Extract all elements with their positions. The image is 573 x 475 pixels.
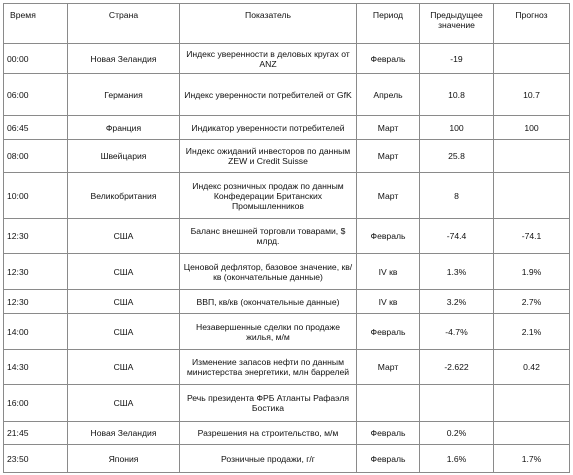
cell-period: Февраль [357, 445, 420, 473]
table-row [4, 254, 570, 290]
cell-time: 10:00 [4, 173, 68, 219]
cell-previous: 1.6% [420, 445, 494, 473]
table-row [4, 116, 570, 140]
cell-forecast [494, 44, 570, 74]
cell-indicator: ВВП, кв/кв (окончательные данные) [180, 290, 357, 314]
cell-indicator: Индекс уверенности в деловых кругах от ANZ [180, 44, 357, 74]
table-row [4, 445, 570, 473]
cell-time: 08:00 [4, 140, 68, 173]
cell-time: 12:30 [4, 254, 68, 290]
cell-time: 14:00 [4, 314, 68, 350]
cell-period: Март [357, 116, 420, 140]
cell-forecast [494, 140, 570, 173]
cell-period: Апрель [357, 74, 420, 116]
cell-previous: 25.8 [420, 140, 494, 173]
header-time: Время [4, 4, 68, 44]
cell-period: IV кв [357, 254, 420, 290]
cell-country: Япония [68, 445, 180, 473]
cell-country: США [68, 219, 180, 254]
table-row [4, 44, 570, 74]
cell-time: 16:00 [4, 385, 68, 422]
cell-country: Новая Зеландия [68, 422, 180, 445]
header-previous: Предыдущее значение [420, 4, 494, 44]
header-forecast: Прогноз [494, 4, 570, 44]
table-row [4, 140, 570, 173]
table-row [4, 350, 570, 385]
cell-previous: -2.622 [420, 350, 494, 385]
cell-country: США [68, 385, 180, 422]
table-row [4, 290, 570, 314]
table-header-row [4, 4, 570, 44]
cell-forecast: 100 [494, 116, 570, 140]
cell-indicator: Речь президента ФРБ Атланты Рафаэля Бостика [180, 385, 357, 422]
cell-country: Швейцария [68, 140, 180, 173]
header-indicator: Показатель [180, 4, 357, 44]
cell-period: Март [357, 173, 420, 219]
cell-forecast: 0.42 [494, 350, 570, 385]
cell-forecast: 1.7% [494, 445, 570, 473]
cell-country: США [68, 350, 180, 385]
cell-indicator: Индикатор уверенности потребителей [180, 116, 357, 140]
cell-period: Февраль [357, 314, 420, 350]
header-period: Период [357, 4, 420, 44]
table-row [4, 173, 570, 219]
cell-forecast [494, 173, 570, 219]
cell-forecast: 2.7% [494, 290, 570, 314]
table-row [4, 314, 570, 350]
cell-previous: -74.4 [420, 219, 494, 254]
table-row [4, 422, 570, 445]
cell-forecast [494, 385, 570, 422]
cell-previous: 3.2% [420, 290, 494, 314]
cell-forecast: 1.9% [494, 254, 570, 290]
cell-indicator: Разрешения на строительство, м/м [180, 422, 357, 445]
cell-period: Февраль [357, 219, 420, 254]
table-row [4, 385, 570, 422]
cell-time: 00:00 [4, 44, 68, 74]
table-row [4, 219, 570, 254]
cell-time: 12:30 [4, 290, 68, 314]
cell-period: Март [357, 140, 420, 173]
cell-country: Франция [68, 116, 180, 140]
cell-indicator: Индекс розничных продаж по данным Конфедерации Британских Промышленников [180, 173, 357, 219]
cell-country: Новая Зеландия [68, 44, 180, 74]
economic-calendar-table [3, 3, 570, 473]
cell-country: Великобритания [68, 173, 180, 219]
cell-forecast: -74.1 [494, 219, 570, 254]
cell-indicator: Розничные продажи, г/г [180, 445, 357, 473]
cell-time: 14:30 [4, 350, 68, 385]
cell-period: Февраль [357, 44, 420, 74]
header-country: Страна [68, 4, 180, 44]
cell-time: 06:45 [4, 116, 68, 140]
cell-previous: 10.8 [420, 74, 494, 116]
cell-forecast: 10.7 [494, 74, 570, 116]
cell-forecast [494, 422, 570, 445]
cell-period: Март [357, 350, 420, 385]
cell-indicator: Ценовой дефлятор, базовое значение, кв/кв (окончательные данные) [180, 254, 357, 290]
cell-period [357, 385, 420, 422]
cell-country: Германия [68, 74, 180, 116]
cell-previous: 0.2% [420, 422, 494, 445]
cell-previous [420, 385, 494, 422]
table-row [4, 74, 570, 116]
cell-indicator: Индекс ожиданий инвесторов по данным ZEW и Credit Suisse [180, 140, 357, 173]
cell-time: 06:00 [4, 74, 68, 116]
cell-time: 21:45 [4, 422, 68, 445]
cell-indicator: Индекс уверенности потребителей от GfK [180, 74, 357, 116]
cell-forecast: 2.1% [494, 314, 570, 350]
cell-indicator: Баланс внешней торговли товарами, $ млрд. [180, 219, 357, 254]
cell-country: США [68, 254, 180, 290]
cell-indicator: Незавершенные сделки по продаже жилья, м/м [180, 314, 357, 350]
cell-time: 12:30 [4, 219, 68, 254]
cell-period: Февраль [357, 422, 420, 445]
cell-indicator: Изменение запасов нефти по данным министерства энергетики, млн баррелей [180, 350, 357, 385]
cell-country: США [68, 314, 180, 350]
cell-previous: 8 [420, 173, 494, 219]
cell-period: IV кв [357, 290, 420, 314]
cell-country: США [68, 290, 180, 314]
cell-previous: -19 [420, 44, 494, 74]
cell-previous: -4.7% [420, 314, 494, 350]
cell-previous: 1.3% [420, 254, 494, 290]
cell-previous: 100 [420, 116, 494, 140]
cell-time: 23:50 [4, 445, 68, 473]
